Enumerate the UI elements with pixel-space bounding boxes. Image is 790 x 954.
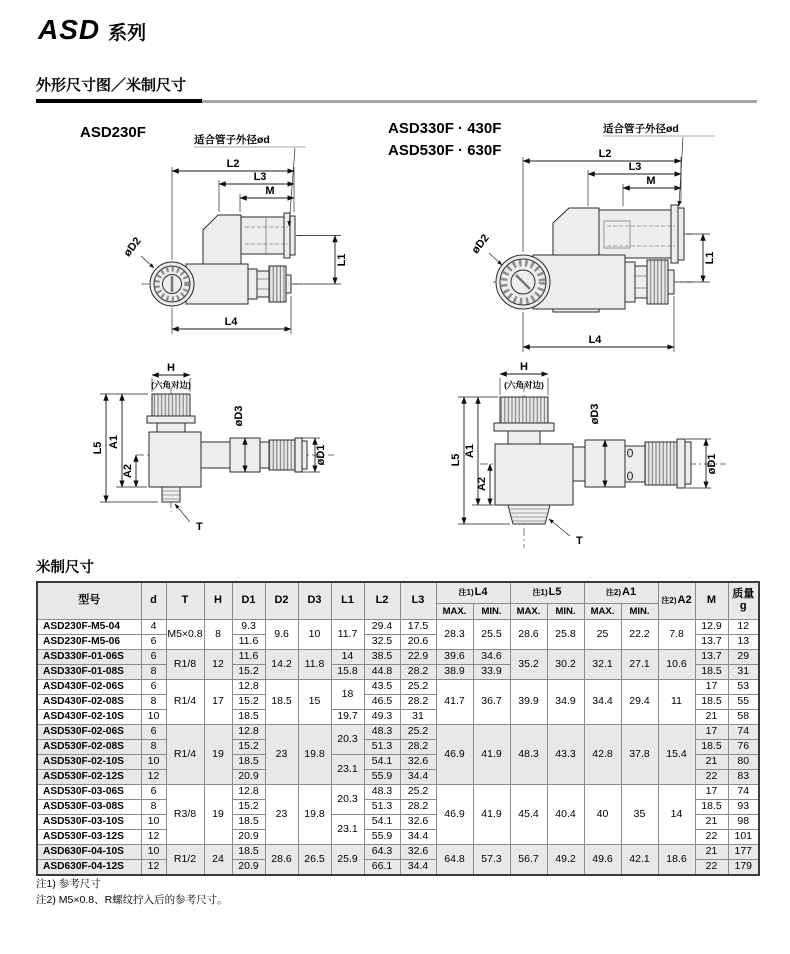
value-cell: 20.9 bbox=[232, 830, 265, 845]
value-cell: 18.5 bbox=[695, 740, 728, 755]
asd230f-side-view-drawing bbox=[38, 354, 358, 554]
dim-label-l2: L2 bbox=[226, 158, 240, 170]
value-cell: 51.3 bbox=[364, 740, 400, 755]
model-cell: ASD630F-04-12S bbox=[37, 860, 141, 876]
value-cell: 25.5 bbox=[473, 620, 510, 650]
value-cell: 34.9 bbox=[547, 680, 584, 725]
value-cell: 22.9 bbox=[400, 650, 436, 665]
fig1-label: ASD230F bbox=[80, 124, 146, 141]
value-cell: 38.5 bbox=[364, 650, 400, 665]
value-cell: M5×0.8 bbox=[166, 620, 204, 650]
value-cell: 15.4 bbox=[658, 725, 695, 785]
value-cell: 48.3 bbox=[364, 725, 400, 740]
value-cell: 55 bbox=[728, 695, 759, 710]
value-cell: 29 bbox=[728, 650, 759, 665]
dim-label-l5: L5 bbox=[92, 441, 104, 455]
value-cell: 15.2 bbox=[232, 740, 265, 755]
value-cell: 28.2 bbox=[400, 800, 436, 815]
value-cell: 14 bbox=[331, 650, 364, 665]
value-cell: 28.2 bbox=[400, 695, 436, 710]
value-cell: 49.3 bbox=[364, 710, 400, 725]
column-header: d bbox=[141, 582, 166, 620]
value-cell: 25.8 bbox=[547, 620, 584, 650]
value-cell: 34.4 bbox=[400, 830, 436, 845]
metric-dimensions-table bbox=[36, 581, 760, 876]
value-cell: R1/2 bbox=[166, 845, 204, 876]
dim-label-h: H bbox=[167, 362, 175, 374]
value-cell: 10 bbox=[141, 710, 166, 725]
value-cell: 11.6 bbox=[232, 635, 265, 650]
dim-label-d1: øD1 bbox=[706, 453, 718, 475]
value-cell: 39.9 bbox=[510, 680, 547, 725]
dim-label-d2: øD2 bbox=[121, 235, 144, 260]
value-cell: 11.6 bbox=[232, 650, 265, 665]
value-cell: 15.2 bbox=[232, 800, 265, 815]
value-cell: 28.6 bbox=[265, 845, 298, 876]
column-header: 型号 bbox=[37, 582, 141, 620]
value-cell: 10 bbox=[141, 845, 166, 860]
value-cell: 80 bbox=[728, 755, 759, 770]
value-cell: 25 bbox=[584, 620, 621, 650]
footnote-1: 注1) 参考尺寸 bbox=[36, 878, 101, 890]
model-cell: ASD530F-03-10S bbox=[37, 815, 141, 830]
column-header: H bbox=[204, 582, 232, 620]
value-cell: 18.5 bbox=[232, 845, 265, 860]
dim-label-d1: øD1 bbox=[315, 444, 327, 466]
column-header: D3 bbox=[298, 582, 331, 620]
table-row bbox=[37, 785, 759, 800]
dim-label-l3: L3 bbox=[253, 171, 267, 183]
value-cell: 18.5 bbox=[265, 680, 298, 725]
metric-dimensions-section bbox=[36, 556, 758, 908]
footnote-2: 注2) M5×0.8、R螺纹拧入后的参考尺寸。 bbox=[36, 894, 228, 907]
value-cell: 41.9 bbox=[473, 725, 510, 785]
hex-flats-note: (六角对边) bbox=[504, 380, 544, 390]
model-cell: ASD230F-M5-04 bbox=[37, 620, 141, 635]
value-cell: 179 bbox=[728, 860, 759, 876]
value-cell: 48.3 bbox=[364, 785, 400, 800]
table-row bbox=[37, 620, 759, 635]
value-cell: 45.4 bbox=[510, 785, 547, 845]
value-cell: 18.6 bbox=[658, 845, 695, 876]
model-cell: ASD430F-02-10S bbox=[37, 710, 141, 725]
value-cell: 13 bbox=[728, 635, 759, 650]
value-cell: 17 bbox=[695, 680, 728, 695]
table-row bbox=[37, 650, 759, 665]
table-title: 米制尺寸 bbox=[36, 560, 94, 576]
value-cell: 55.9 bbox=[364, 830, 400, 845]
column-header: 注1)L4 bbox=[436, 582, 510, 604]
value-cell: 44.8 bbox=[364, 665, 400, 680]
value-cell: 21 bbox=[695, 755, 728, 770]
value-cell: 54.1 bbox=[364, 815, 400, 830]
model-cell: ASD530F-03-12S bbox=[37, 830, 141, 845]
section-title: 外形尺寸图／米制尺寸 bbox=[36, 77, 187, 94]
value-cell: 6 bbox=[141, 725, 166, 740]
value-cell: 9.3 bbox=[232, 620, 265, 635]
column-header: D1 bbox=[232, 582, 265, 620]
dim-label-l4: L4 bbox=[224, 316, 238, 328]
value-cell: 10.6 bbox=[658, 650, 695, 680]
value-cell: 20.3 bbox=[331, 785, 364, 815]
value-cell: 34.4 bbox=[584, 680, 621, 725]
column-subheader: MIN. bbox=[473, 604, 510, 620]
model-cell: ASD330F-01-08S bbox=[37, 665, 141, 680]
value-cell: 34.4 bbox=[400, 860, 436, 876]
value-cell: 74 bbox=[728, 725, 759, 740]
value-cell: 21 bbox=[695, 710, 728, 725]
value-cell: 43.5 bbox=[364, 680, 400, 695]
value-cell: 55.9 bbox=[364, 770, 400, 785]
dim-label-a1: A1 bbox=[108, 434, 120, 450]
value-cell: 12.9 bbox=[695, 620, 728, 635]
fig2-label-line1: ASD330F · 430F bbox=[388, 120, 502, 137]
model-cell: ASD530F-03-06S bbox=[37, 785, 141, 800]
rule-gray-segment bbox=[202, 100, 757, 103]
value-cell: 93 bbox=[728, 800, 759, 815]
value-cell: 64.8 bbox=[436, 845, 473, 876]
column-subheader: MIN. bbox=[621, 604, 658, 620]
value-cell: 43.3 bbox=[547, 725, 584, 785]
dim-label-a1: A1 bbox=[464, 443, 476, 459]
value-cell: 24 bbox=[204, 845, 232, 876]
model-cell: ASD530F-02-08S bbox=[37, 740, 141, 755]
value-cell: 49.6 bbox=[584, 845, 621, 876]
dim-label-a2: A2 bbox=[122, 463, 134, 479]
value-cell: 19.8 bbox=[298, 725, 331, 785]
value-cell: 12.8 bbox=[232, 725, 265, 740]
value-cell: 15.2 bbox=[232, 695, 265, 710]
value-cell: 53 bbox=[728, 680, 759, 695]
value-cell: 30.2 bbox=[547, 650, 584, 680]
value-cell: 12 bbox=[141, 770, 166, 785]
value-cell: 22 bbox=[695, 860, 728, 876]
value-cell: 46.9 bbox=[436, 725, 473, 785]
value-cell: 98 bbox=[728, 815, 759, 830]
value-cell: 15.2 bbox=[232, 665, 265, 680]
column-header: L1 bbox=[331, 582, 364, 620]
asd330f-630f-top-view-drawing bbox=[383, 116, 790, 360]
value-cell: 41.7 bbox=[436, 680, 473, 725]
value-cell: 19.7 bbox=[331, 710, 364, 725]
value-cell: 29.4 bbox=[364, 620, 400, 635]
tube-od-note: 适合管子外径ød bbox=[194, 134, 270, 146]
model-cell: ASD230F-M5-06 bbox=[37, 635, 141, 650]
value-cell: 21 bbox=[695, 845, 728, 860]
dim-label-t: T bbox=[576, 535, 583, 547]
value-cell: 36.7 bbox=[473, 680, 510, 725]
table-row bbox=[37, 680, 759, 695]
value-cell: 35 bbox=[621, 785, 658, 845]
column-header: 注2)A2 bbox=[658, 582, 695, 620]
value-cell: 28.2 bbox=[400, 665, 436, 680]
value-cell: 41.9 bbox=[473, 785, 510, 845]
value-cell: 32.6 bbox=[400, 845, 436, 860]
value-cell: 19 bbox=[204, 785, 232, 845]
dim-label-l4: L4 bbox=[588, 334, 602, 346]
value-cell: 40 bbox=[584, 785, 621, 845]
value-cell: 17 bbox=[695, 725, 728, 740]
value-cell: 25.2 bbox=[400, 680, 436, 695]
rule-black-segment bbox=[36, 99, 202, 103]
value-cell: 74 bbox=[728, 785, 759, 800]
value-cell: 18.5 bbox=[232, 755, 265, 770]
value-cell: 66.1 bbox=[364, 860, 400, 876]
fitting-body bbox=[147, 394, 307, 502]
value-cell: 28.3 bbox=[436, 620, 473, 650]
value-cell: 33.9 bbox=[473, 665, 510, 680]
value-cell: 177 bbox=[728, 845, 759, 860]
value-cell: 6 bbox=[141, 635, 166, 650]
column-header: 注2)A1 bbox=[584, 582, 658, 604]
value-cell: 12 bbox=[204, 650, 232, 680]
value-cell: 39.6 bbox=[436, 650, 473, 665]
dim-label-l1: L1 bbox=[704, 251, 716, 265]
value-cell: 38.9 bbox=[436, 665, 473, 680]
asd330f-630f-side-view-drawing bbox=[428, 352, 778, 556]
dim-label-l1: L1 bbox=[336, 253, 348, 267]
value-cell: 34.4 bbox=[400, 770, 436, 785]
value-cell: 20.9 bbox=[232, 860, 265, 876]
column-header: L3 bbox=[400, 582, 436, 620]
value-cell: 14 bbox=[658, 785, 695, 845]
value-cell: 10 bbox=[141, 755, 166, 770]
value-cell: 46.5 bbox=[364, 695, 400, 710]
value-cell: 22.2 bbox=[621, 620, 658, 650]
page-title bbox=[38, 14, 146, 46]
value-cell: 13.7 bbox=[695, 650, 728, 665]
value-cell: 32.1 bbox=[584, 650, 621, 680]
value-cell: 8 bbox=[141, 695, 166, 710]
section-rule bbox=[36, 99, 757, 103]
value-cell: 17 bbox=[204, 680, 232, 725]
dim-label-d3: øD3 bbox=[233, 405, 245, 427]
value-cell: 40.4 bbox=[547, 785, 584, 845]
value-cell: 26.5 bbox=[298, 845, 331, 876]
value-cell: 54.1 bbox=[364, 755, 400, 770]
value-cell: 6 bbox=[141, 680, 166, 695]
value-cell: 18.5 bbox=[695, 800, 728, 815]
value-cell: 11.8 bbox=[298, 650, 331, 680]
value-cell: 15.8 bbox=[331, 665, 364, 680]
value-cell: 18.5 bbox=[232, 815, 265, 830]
value-cell: 10 bbox=[141, 815, 166, 830]
series-name: ASD bbox=[38, 14, 101, 45]
value-cell: 18.5 bbox=[232, 710, 265, 725]
model-cell: ASD630F-04-10S bbox=[37, 845, 141, 860]
value-cell: 46.9 bbox=[436, 785, 473, 845]
fitting-body bbox=[496, 205, 684, 312]
value-cell: 23 bbox=[265, 785, 298, 845]
value-cell: 12.8 bbox=[232, 785, 265, 800]
dim-label-a2: A2 bbox=[476, 476, 488, 492]
asd230f-top-view-drawing bbox=[38, 118, 368, 356]
column-subheader: MAX. bbox=[584, 604, 621, 620]
value-cell: 19.8 bbox=[298, 785, 331, 845]
value-cell: 42.8 bbox=[584, 725, 621, 785]
value-cell: 11 bbox=[658, 680, 695, 725]
table-row bbox=[37, 845, 759, 860]
value-cell: 12 bbox=[141, 860, 166, 876]
value-cell: 76 bbox=[728, 740, 759, 755]
column-header: 质量 g bbox=[728, 582, 759, 620]
value-cell: 34.6 bbox=[473, 650, 510, 665]
value-cell: 64.3 bbox=[364, 845, 400, 860]
column-header: L2 bbox=[364, 582, 400, 620]
value-cell: R3/8 bbox=[166, 785, 204, 845]
value-cell: 22 bbox=[695, 830, 728, 845]
hex-flats-note: (六角对边) bbox=[151, 380, 191, 390]
column-subheader: MIN. bbox=[547, 604, 584, 620]
column-header: T bbox=[166, 582, 204, 620]
dim-label-d3: øD3 bbox=[589, 403, 601, 425]
value-cell: 8 bbox=[204, 620, 232, 650]
dim-label-m: M bbox=[265, 185, 275, 197]
value-cell: R1/4 bbox=[166, 725, 204, 785]
value-cell: 8 bbox=[141, 740, 166, 755]
value-cell: 31 bbox=[400, 710, 436, 725]
value-cell: 4 bbox=[141, 620, 166, 635]
dim-label-t: T bbox=[196, 521, 203, 533]
value-cell: 29.4 bbox=[621, 680, 658, 725]
value-cell: 101 bbox=[728, 830, 759, 845]
value-cell: 12 bbox=[728, 620, 759, 635]
value-cell: 6 bbox=[141, 650, 166, 665]
model-cell: ASD330F-01-06S bbox=[37, 650, 141, 665]
tube-od-note: 适合管子外径ød bbox=[603, 123, 679, 135]
dimension-drawings bbox=[0, 110, 790, 556]
value-cell: 25.2 bbox=[400, 725, 436, 740]
fig2-label-line2: ASD530F · 630F bbox=[388, 142, 502, 159]
value-cell: 14.2 bbox=[265, 650, 298, 680]
column-header: D2 bbox=[265, 582, 298, 620]
value-cell: 25.9 bbox=[331, 845, 364, 876]
value-cell: 32.6 bbox=[400, 755, 436, 770]
value-cell: 6 bbox=[141, 785, 166, 800]
column-header: 注1)L5 bbox=[510, 582, 584, 604]
value-cell: 57.3 bbox=[473, 845, 510, 876]
model-cell: ASD530F-03-08S bbox=[37, 800, 141, 815]
model-cell: ASD530F-02-06S bbox=[37, 725, 141, 740]
value-cell: 25.2 bbox=[400, 785, 436, 800]
dim-label-l5: L5 bbox=[450, 453, 462, 467]
value-cell: 19 bbox=[204, 725, 232, 785]
value-cell: 31 bbox=[728, 665, 759, 680]
value-cell: 18.5 bbox=[695, 695, 728, 710]
column-subheader: MAX. bbox=[436, 604, 473, 620]
model-cell: ASD430F-02-08S bbox=[37, 695, 141, 710]
value-cell: 49.2 bbox=[547, 845, 584, 876]
value-cell: 28.2 bbox=[400, 740, 436, 755]
value-cell: 37.8 bbox=[621, 725, 658, 785]
value-cell: 35.2 bbox=[510, 650, 547, 680]
value-cell: 20.9 bbox=[232, 770, 265, 785]
value-cell: 32.6 bbox=[400, 815, 436, 830]
value-cell: 17.5 bbox=[400, 620, 436, 635]
dim-label-m: M bbox=[646, 175, 656, 187]
value-cell: 58 bbox=[728, 710, 759, 725]
value-cell: R1/4 bbox=[166, 680, 204, 725]
value-cell: 28.6 bbox=[510, 620, 547, 650]
dim-label-l2: L2 bbox=[598, 148, 612, 160]
dim-label-l3: L3 bbox=[628, 161, 642, 173]
value-cell: 12 bbox=[141, 830, 166, 845]
value-cell: 48.3 bbox=[510, 725, 547, 785]
value-cell: R1/8 bbox=[166, 650, 204, 680]
value-cell: 32.5 bbox=[364, 635, 400, 650]
section-heading bbox=[36, 74, 757, 103]
column-header: M bbox=[695, 582, 728, 620]
value-cell: 23.1 bbox=[331, 755, 364, 785]
value-cell: 83 bbox=[728, 770, 759, 785]
model-cell: ASD430F-02-06S bbox=[37, 680, 141, 695]
value-cell: 18 bbox=[331, 680, 364, 710]
value-cell: 7.8 bbox=[658, 620, 695, 650]
dim-label-h: H bbox=[520, 361, 528, 373]
value-cell: 8 bbox=[141, 800, 166, 815]
model-cell: ASD530F-02-10S bbox=[37, 755, 141, 770]
model-cell: ASD530F-02-12S bbox=[37, 770, 141, 785]
table-row bbox=[37, 725, 759, 740]
value-cell: 20.3 bbox=[331, 725, 364, 755]
value-cell: 20.6 bbox=[400, 635, 436, 650]
value-cell: 15 bbox=[298, 680, 331, 725]
value-cell: 10 bbox=[298, 620, 331, 650]
value-cell: 22 bbox=[695, 770, 728, 785]
dim-label-d2: øD2 bbox=[469, 232, 492, 257]
series-suffix: 系列 bbox=[108, 23, 147, 44]
value-cell: 17 bbox=[695, 785, 728, 800]
value-cell: 11.7 bbox=[331, 620, 364, 650]
value-cell: 23.1 bbox=[331, 815, 364, 845]
value-cell: 51.3 bbox=[364, 800, 400, 815]
value-cell: 18.5 bbox=[695, 665, 728, 680]
value-cell: 23 bbox=[265, 725, 298, 785]
value-cell: 27.1 bbox=[621, 650, 658, 680]
column-subheader: MAX. bbox=[510, 604, 547, 620]
value-cell: 13.7 bbox=[695, 635, 728, 650]
value-cell: 12.8 bbox=[232, 680, 265, 695]
value-cell: 21 bbox=[695, 815, 728, 830]
value-cell: 9.6 bbox=[265, 620, 298, 650]
value-cell: 56.7 bbox=[510, 845, 547, 876]
value-cell: 42.1 bbox=[621, 845, 658, 876]
value-cell: 8 bbox=[141, 665, 166, 680]
